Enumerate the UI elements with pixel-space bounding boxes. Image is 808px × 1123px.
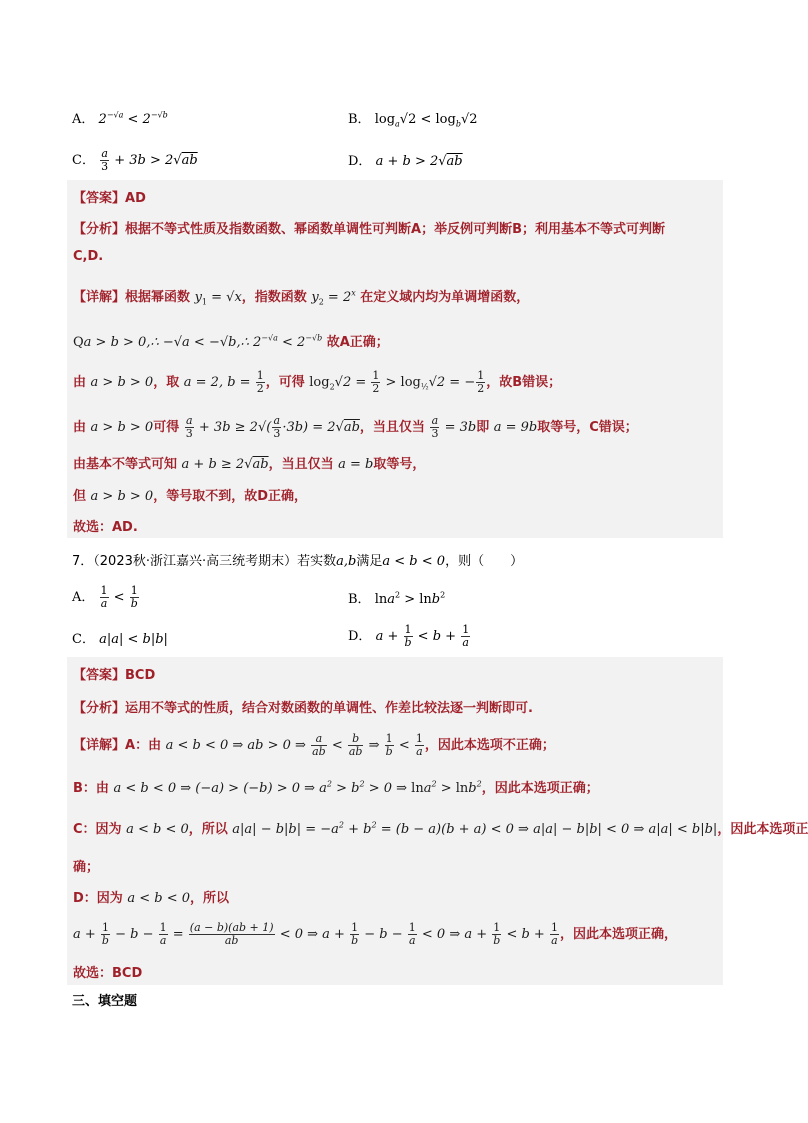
math: lna$^2$ > lnb$^2$: [374, 590, 446, 607]
detail-text: ，取: [153, 375, 180, 390]
detail-tag: 【详解】: [73, 290, 126, 305]
math: $y_1 = √x$: [194, 290, 242, 307]
analysis-text: 运用不等式的性质，结合对数函数的单调性、作差比较法逐一判断即可.: [125, 701, 533, 716]
q7-detail-d: [73, 887, 229, 906]
detail-text: ，等号取不到，故D正确，: [153, 489, 308, 504]
math: $\frac{a}{3}$ = 3b: [431, 414, 477, 440]
math: a > b > 0: [90, 489, 154, 504]
question-source: （2023秋·浙江嘉兴·高三统考期末）: [93, 554, 298, 569]
analysis-tag: 【分析】: [73, 222, 126, 237]
detail-text: ，当且仅当: [359, 420, 425, 435]
q6-answer: [73, 187, 146, 206]
math: $\frac{a}{3}$ + 3b > 2√ab: [101, 147, 198, 173]
math: a < b < 0: [127, 891, 190, 906]
option-label: C．: [72, 632, 95, 647]
math: $\frac{1}{a}$ < $\frac{1}{b}$: [100, 584, 138, 610]
q7-option-d: [348, 624, 471, 649]
section-heading: 三、填空题: [72, 994, 138, 1009]
q7-detail-a: [73, 733, 555, 758]
detail-text: ，指数函数: [241, 290, 307, 305]
detail-text: 取等号，: [373, 457, 426, 472]
detail-text: 可得: [153, 420, 180, 435]
math: a = 9b: [493, 420, 538, 435]
question-number: 7．: [72, 554, 94, 569]
detail-text: 但: [73, 489, 87, 504]
detail-text: 确；: [73, 860, 100, 875]
q6-option-a: [72, 108, 168, 127]
q7-detail-d-formula: [73, 922, 677, 947]
answer-value: BCD: [125, 668, 156, 683]
math: a + b ≥ 2√ab: [181, 457, 269, 472]
math: Qa > b > 0,∴ −√a < −√b,∴ $2^{-√a} < 2^{-√b}$: [73, 333, 323, 350]
q6-final: [73, 516, 138, 535]
math: $a|a| - b|b| = -a^2 + b^2 = (b - a)(b + a) < 0$ ⇒ a|a| − b|b| < 0 ⇒ a|a| < b|b|: [232, 820, 718, 837]
option-label: B．: [348, 592, 371, 607]
detail-text: ，因此本选项正确，: [559, 927, 677, 942]
q6-analysis: [73, 218, 665, 237]
detail-text: 由: [73, 420, 87, 435]
analysis-tag: 【分析】: [73, 701, 126, 716]
q6-option-c: [72, 148, 198, 173]
q6-option-b: [348, 108, 478, 129]
q7-option-a: [72, 585, 140, 610]
detail-text: A：由: [125, 738, 162, 753]
analysis-text: 根据不等式性质及指数函数、幂函数单调性可判断A；举反例可判断B；利用基本不等式可判断: [125, 222, 665, 237]
final-answer: 故选：AD.: [73, 520, 138, 535]
detail-text: D：因为: [73, 891, 123, 906]
detail-text: 由: [73, 375, 87, 390]
math: a + b > 2√ab: [375, 154, 463, 169]
q6-analysis-cont: [73, 249, 103, 264]
q6-detail-5: [73, 453, 425, 472]
q6-detail-2: [73, 331, 389, 350]
detail-text: 故A正确；: [326, 335, 389, 350]
detail-text: ，当且仅当: [268, 457, 334, 472]
q7-final: [73, 962, 142, 981]
q7-detail-c: [73, 818, 808, 837]
math: $\log_a√2 < \log_b√2$: [374, 112, 478, 129]
analysis-text: C,D.: [73, 249, 104, 264]
q7-option-c: [72, 628, 168, 647]
q7-detail-b: [73, 777, 599, 796]
detail-text: 取等号，C错误；: [537, 420, 638, 435]
math: $y_2 = 2^x$: [311, 288, 356, 307]
math: a < b < 0 ⇒ (−a) > (−b) > 0 ⇒ $a^2 > b^2 > 0$ ⇒ lna$^2$ > lnb$^2$: [113, 779, 482, 796]
detail-text: B：由: [73, 781, 109, 796]
option-label: D．: [348, 154, 372, 169]
q6-option-d: [348, 150, 463, 169]
stem-text: 满足: [356, 554, 383, 569]
detail-tag: 【详解】: [73, 738, 126, 753]
detail-text: 在定义域内均为单调增函数，: [360, 290, 530, 305]
detail-text: ，因此本选项不正确；: [424, 738, 555, 753]
q7-detail-c-cont: [73, 856, 99, 875]
math: a > b > 0: [90, 375, 154, 390]
stem-text: 若实数: [297, 554, 337, 569]
q7-answer: [73, 664, 155, 683]
math: $\log_2√2$ = $\frac{1}{2}$ > $\log_{\frac{1}{2}}√2$ = − $\frac{1}{2}$: [309, 369, 485, 395]
option-label: A．: [72, 590, 95, 605]
math: a,b: [336, 554, 357, 569]
detail-text: C：因为: [73, 822, 122, 837]
answer-tag: 【答案】: [73, 191, 126, 206]
q6-detail-1: [73, 286, 529, 307]
detail-text: 根据幂函数: [125, 290, 191, 305]
q7-analysis: [73, 697, 533, 716]
detail-text: 由基本不等式可知: [73, 457, 178, 472]
final-answer: 故选：BCD: [73, 966, 143, 981]
answer-tag: 【答案】: [73, 668, 126, 683]
detail-text: ，故B错误；: [486, 375, 562, 390]
q6-detail-6: [73, 485, 307, 504]
detail-text: ，因此本选项正: [717, 822, 808, 837]
q7-option-b: [348, 588, 445, 607]
option-label: C．: [72, 153, 95, 168]
q6-detail-4: [73, 415, 638, 440]
detail-text: 即: [476, 420, 490, 435]
math: a|a| < b|b|: [99, 632, 168, 647]
detail-text: ，所以: [190, 891, 230, 906]
option-label: B．: [348, 112, 371, 127]
answer-value: AD: [125, 191, 146, 206]
math: a < b < 0: [382, 554, 446, 569]
math: a < b < 0 ⇒ ab > 0 ⇒ $\frac{a}{ab}$ < $\frac{b}{ab}$ ⇒ $\frac{1}{b}$ < $\frac{1}{a}$: [165, 732, 423, 758]
detail-text: ，所以: [188, 822, 228, 837]
math: a > b > 0: [90, 420, 154, 435]
math: a < b < 0: [126, 822, 189, 837]
option-label: A．: [72, 112, 95, 127]
option-label: D．: [348, 629, 372, 644]
q7-stem: [72, 550, 523, 569]
math: $\frac{a}{3}$ + 3b ≥ 2√( $\frac{a}{3}$ ·3b) = 2√ab: [185, 414, 360, 440]
stem-text: ，则（ ）: [445, 554, 524, 569]
math: $2^{-√a} < 2^{-√b}$: [98, 110, 168, 127]
math: a + $\frac{1}{b}$ < b + $\frac{1}{a}$: [375, 623, 470, 649]
q6-detail-3: [73, 370, 561, 395]
detail-text: ，因此本选项正确；: [481, 781, 599, 796]
math: a + $\frac{1}{b}$ − b − $\frac{1}{a}$ = $\frac{(a - b)(ab + 1)}{ab}$ < 0 ⇒ a + $\frac{1}{b}$ − b − $\frac{1}{a}$ < 0 ⇒ a + $\frac{1}{b}$ < b + $\frac{1}{a}$: [73, 921, 558, 947]
math: a = b: [338, 457, 374, 472]
detail-text: ，可得: [265, 375, 305, 390]
math: a = 2, b = $\frac{1}{2}$: [183, 369, 264, 395]
